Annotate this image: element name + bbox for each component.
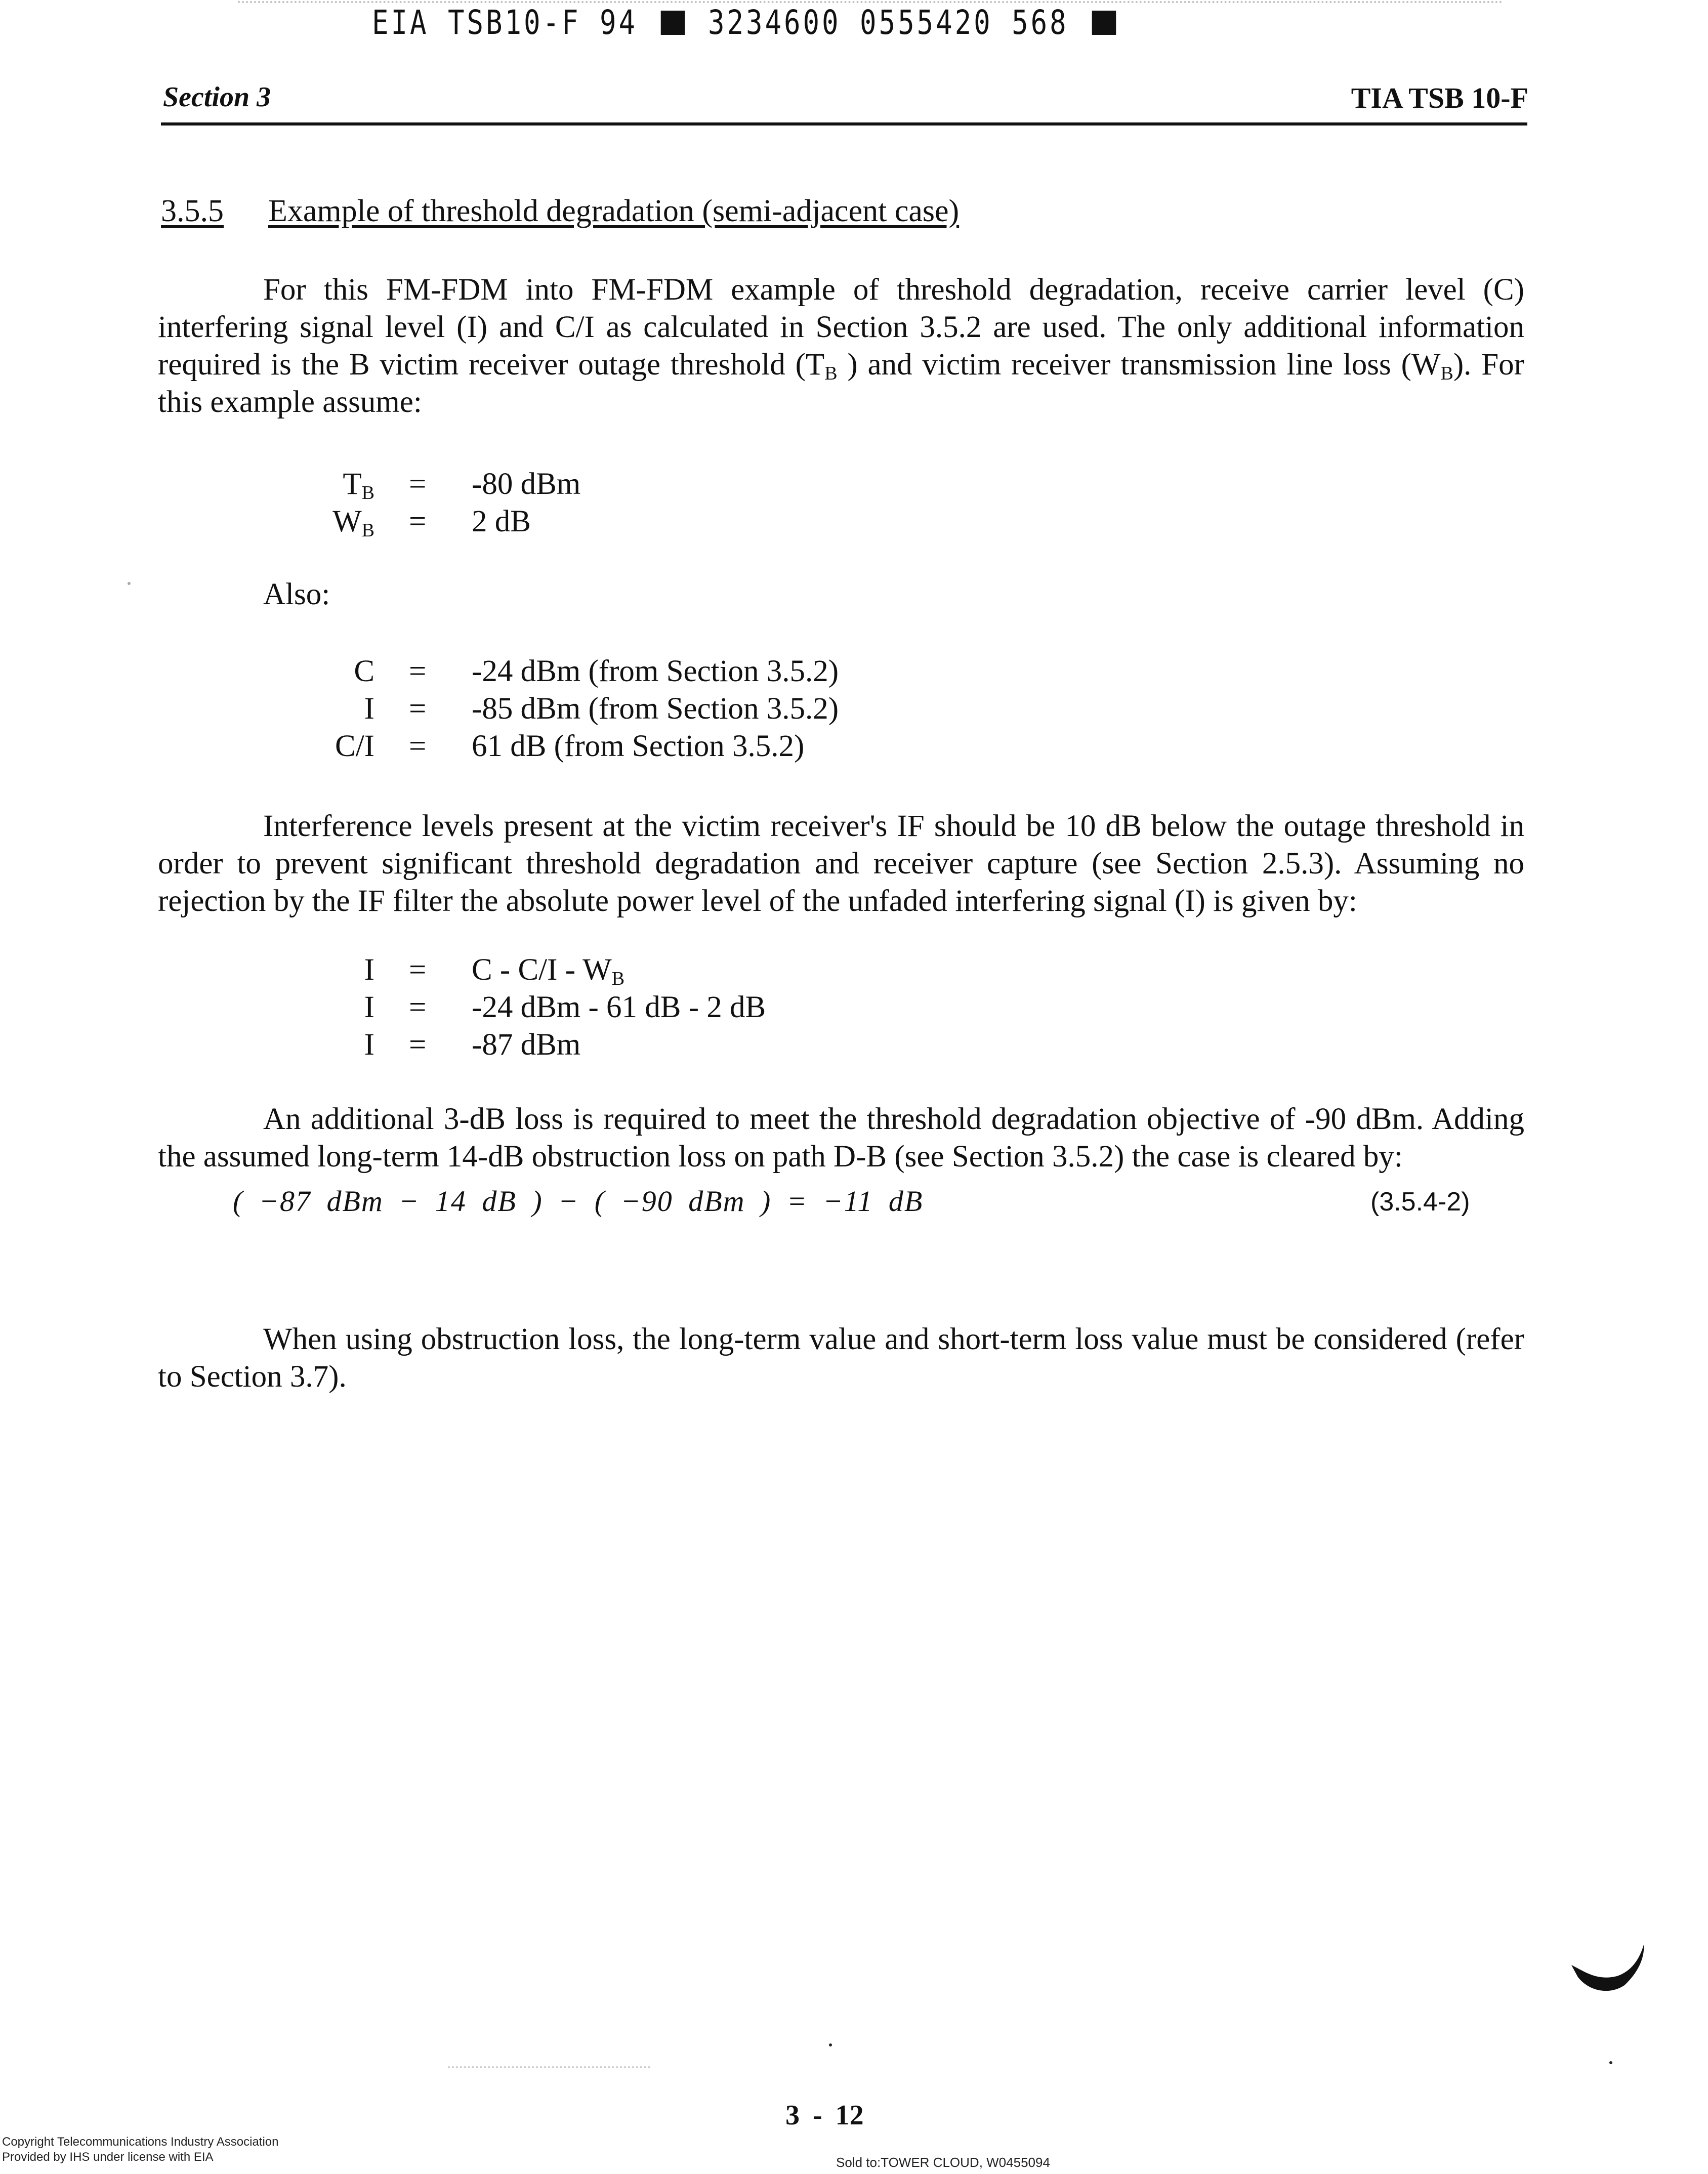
page-number: 3 - 12 <box>785 2100 864 2131</box>
header-rule <box>161 122 1527 126</box>
given-value-row <box>0 690 1012 728</box>
assumption-value: -80 dBm <box>472 467 581 501</box>
barcode-block <box>1092 11 1116 35</box>
equals-sign: = <box>409 729 427 763</box>
given-value: -85 dBm (from Section 3.5.2) <box>472 692 839 726</box>
calc-expression: C - $C/I - W_B$ <box>472 953 625 989</box>
calculation-row <box>0 951 1012 989</box>
section-number: 3.5.5 <box>161 194 224 228</box>
calc-symbol: I <box>364 953 374 987</box>
scan-artifact-dots <box>448 2066 650 2068</box>
assumption-row <box>0 503 1012 540</box>
interference-paragraph: Interference levels present at the victim receiver's IF should be 10 dB below the outage threshold in order to prevent significant threshold degradation and receiver capture (see Section 2.5.3). Assuming no rejection by the IF filter the absolute power level of the unfaded interfering signal (I) is given by: <box>158 809 1524 918</box>
given-value: 61 dB (from Section 3.5.2) <box>472 729 805 763</box>
header-document-id: TIA TSB 10-F <box>1351 81 1528 114</box>
assumption-symbol: $W_B$ <box>332 505 374 541</box>
control-code-part-2: 3234600 0555420 568 <box>708 3 1069 42</box>
control-code-part-1: EIA TSB10-F 94 <box>372 3 638 42</box>
closing-paragraph: When using obstruction loss, the long-term value and short-term loss value must be considered (refer to Section 3.7). <box>158 1322 1524 1394</box>
sold-to-notice: Sold to:TOWER CLOUD, W0455094 <box>836 2155 1050 2170</box>
calculation-row <box>0 1026 1012 1064</box>
equals-sign: = <box>409 692 427 726</box>
clearance-equation: ( −87 dBm − 14 dB ) − ( −90 dBm ) = −11 dB <box>233 1185 924 1218</box>
given-value: -24 dBm (from Section 3.5.2) <box>472 654 839 688</box>
equals-sign: = <box>409 467 427 501</box>
given-value-row <box>0 728 1012 765</box>
scan-speck <box>829 2043 832 2046</box>
intro-paragraph: For this FM-FDM into FM-FDM example of threshold degradation, receive carrier level (C) interfering signal level (I) and C/I as calculated in Section 3.5.2 are used. The only additional information required is the B victim receiver outage threshold ($T_B$ ) and victim receiver transmission line loss $(W_B)$. For this example assume: <box>158 273 1524 419</box>
scan-speck <box>128 582 131 585</box>
given-value-row <box>0 653 1012 690</box>
section-title: Example of threshold degradation (semi-adjacent case) <box>268 194 960 228</box>
header-section-label: Section 3 <box>163 81 271 113</box>
handwritten-check-mark <box>1569 1941 1645 1996</box>
assumption-row <box>0 466 1012 503</box>
barcode-block <box>661 11 685 35</box>
equals-sign: = <box>409 953 427 987</box>
equals-sign: = <box>409 1028 427 1062</box>
calc-symbol: I <box>364 1028 374 1062</box>
given-symbol: I <box>364 692 374 726</box>
equals-sign: = <box>409 990 427 1024</box>
calc-symbol: I <box>364 990 374 1024</box>
calculation-row <box>0 989 1012 1026</box>
equals-sign: = <box>409 654 427 688</box>
obstruction-paragraph: An additional 3-dB loss is required to meet the threshold degradation objective of -90 dBm. Adding the assumed long-term 14-dB obstruction loss on path D-B (see Section 3.5.2) the case is cleared by: <box>158 1102 1524 1174</box>
given-symbol: C <box>354 654 374 688</box>
copyright-notice: Copyright Telecommunications Industry Association Provided by IHS under license with EIA <box>2 2135 279 2164</box>
equals-sign: = <box>409 505 427 538</box>
calc-result: -87 dBm <box>472 1028 581 1062</box>
also-label: Also: <box>263 577 330 611</box>
given-symbol: C/I <box>335 729 374 763</box>
equation-number: (3.5.4-2) <box>1370 1187 1470 1217</box>
calc-expression: -24 dBm - 61 dB - 2 dB <box>472 990 766 1024</box>
assumption-value: 2 dB <box>472 505 531 538</box>
scan-speck <box>1609 2061 1612 2064</box>
document-control-code <box>372 3 1120 42</box>
assumption-symbol: $T_B$ <box>343 467 374 504</box>
